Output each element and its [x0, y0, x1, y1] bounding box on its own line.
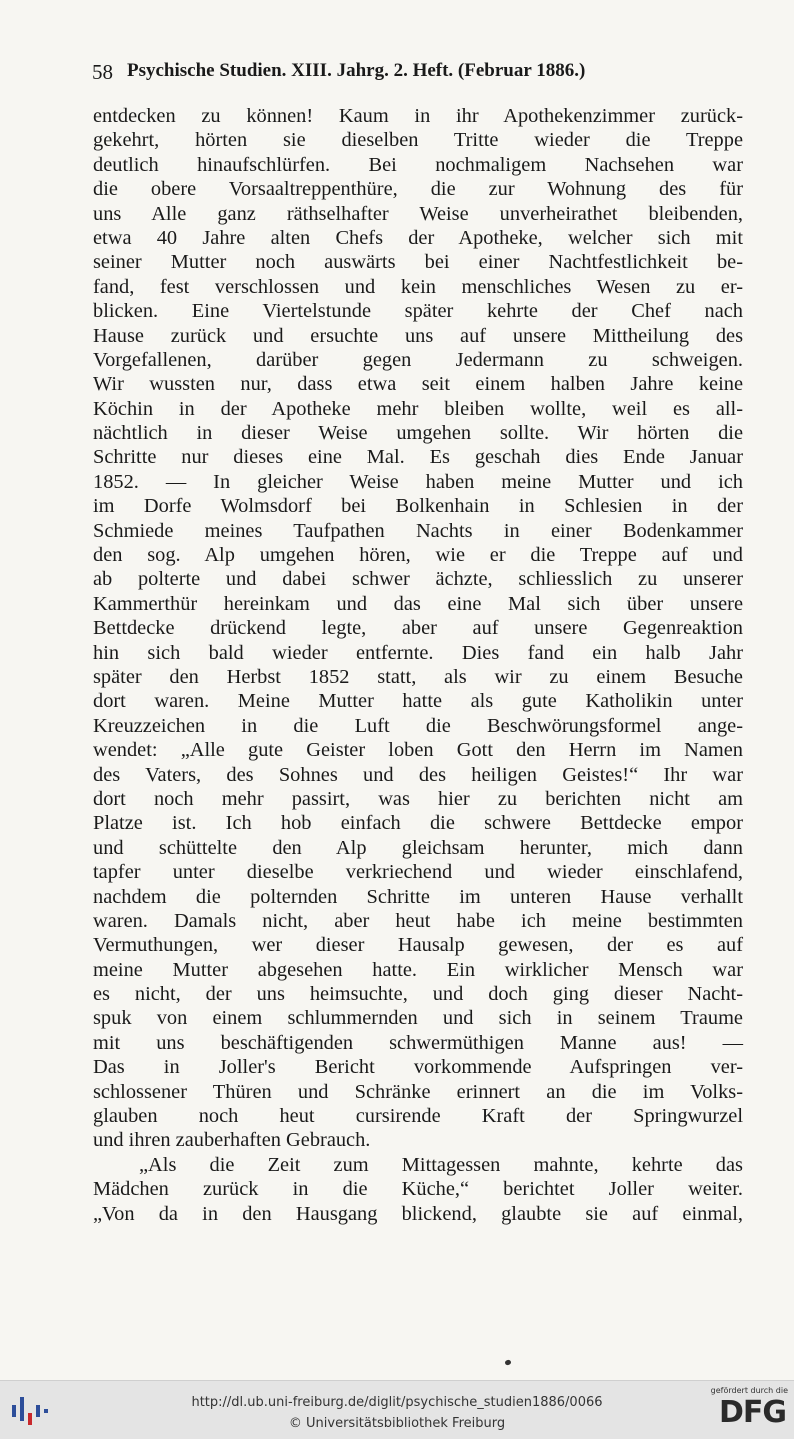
text-line: seiner Mutter noch auswärts bei einer Nachtfestlichkeit be- — [93, 251, 743, 274]
text-line: es nicht, der uns heimsuchte, und doch ging dieser Nacht- — [93, 983, 743, 1006]
text-line: später den Herbst 1852 statt, als wir zu einem Besuche — [93, 665, 743, 688]
text-line: und ihren zauberhaften Gebrauch. — [93, 1129, 371, 1152]
text-line: die obere Vorsaaltreppenthüre, die zur Wohnung des für — [93, 178, 743, 201]
text-line: Das in Joller's Bericht vorkommende Aufspringen ver- — [93, 1056, 743, 1079]
text-line: nächtlich in dieser Weise umgehen sollte. Wir hörten die — [93, 422, 743, 445]
ink-speck — [504, 1359, 511, 1366]
text-line: ab polterte und dabei schwer ächzte, schliesslich zu unserer — [93, 568, 743, 591]
text-line: im Dorfe Wolmsdorf bei Bolkenhain in Schlesien in der — [93, 495, 743, 518]
text-line: spuk von einem schlummernden und sich in seinem Traume — [93, 1007, 743, 1030]
permalink-url[interactable]: http://dl.ub.uni-freiburg.de/diglit/psychische_studien1886/0066 — [191, 1395, 603, 1410]
text-line: hin sich bald wieder entfernte. Dies fand ein halb Jahr — [93, 641, 743, 664]
text-line: meine Mutter abgesehen hatte. Ein wirklicher Mensch war — [93, 958, 743, 981]
page-number: 58 — [92, 60, 113, 84]
text-line: den sog. Alp umgehen hören, wie er die Treppe auf und — [93, 544, 743, 567]
copyright-notice: © Universitätsbibliothek Freiburg — [288, 1416, 506, 1431]
text-line: schlossener Thüren und Schränke erinnert an die im Volks- — [93, 1080, 743, 1103]
text-line: Schmiede meines Taufpathen Nachts in einer Bodenkammer — [93, 519, 743, 542]
text-line: deutlich hinaufschlürfen. Bei nochmaligem Nachsehen war — [93, 153, 743, 176]
text-line: „Von da in den Hausgang blickend, glaubte sie auf einmal, — [93, 1202, 743, 1225]
text-line: Köchin in der Apotheke mehr bleiben wollte, weil es all- — [93, 397, 743, 420]
sponsor-text: gefördert durch die — [710, 1386, 788, 1395]
text-line: wendet: „Alle gute Geister loben Gott den Herrn im Namen — [93, 739, 743, 762]
text-line: 1852. — In gleicher Weise haben meine Mutter und ich — [93, 470, 743, 493]
text-line: Platze ist. Ich hob einfach die schwere Bettdecke empor — [93, 812, 743, 835]
text-line: Kammerthür hereinkam und das eine Mal sich über unsere — [93, 592, 743, 615]
text-line: waren. Damals nicht, aber heut habe ich meine bestimmten — [93, 909, 743, 932]
text-line: „Als die Zeit zum Mittagessen mahnte, kehrte das — [139, 1153, 743, 1176]
text-line: Schritte nur dieses eine Mal. Es geschah dies Ende Januar — [93, 446, 743, 469]
text-line: uns Alle ganz räthselhafter Weise unverheirathet bleibenden, — [93, 202, 743, 225]
text-line: Bettdecke drückend legte, aber auf unsere Gegenreaktion — [93, 617, 743, 640]
text-line: dort noch mehr passirt, was hier zu berichten nicht am — [93, 787, 743, 810]
text-line: entdecken zu können! Kaum in ihr Apothekenzimmer zurück- — [93, 105, 743, 127]
text-line: dort waren. Meine Mutter hatte als gute Katholikin unter — [93, 690, 743, 713]
text-line: tapfer unter dieselbe verkriechend und wieder einschlafend, — [93, 861, 743, 884]
text-line: blicken. Eine Viertelstunde später kehrte der Chef nach — [93, 300, 743, 323]
running-header — [92, 60, 712, 90]
text-line: gekehrt, hörten sie dieselben Tritte wieder die Treppe — [93, 129, 743, 152]
text-line: mit uns beschäftigenden schwermüthigen Manne aus! — — [93, 1031, 743, 1054]
viewer-footer — [0, 1380, 794, 1439]
text-line: Wir wussten nur, dass etwa seit einem halben Jahre keine — [93, 373, 743, 396]
text-line: des Vaters, des Sohnes und des heiligen Geistes!“ Ihr war — [93, 763, 743, 786]
text-line: und schüttelte den Alp gleichsam herunter, mich dann — [93, 836, 743, 859]
text-line: nachdem die polternden Schritte im unteren Hause verhallt — [93, 885, 743, 908]
text-line: fand, fest verschlossen und kein menschliches Wesen zu er- — [93, 275, 743, 298]
body-text — [93, 104, 743, 1226]
text-line: Vorgefallenen, darüber gegen Jedermann zu schweigen. — [93, 348, 743, 371]
text-line: Hause zurück und ersuchte uns auf unsere Mittheilung des — [93, 324, 743, 347]
dfg-logo: DFG — [718, 1395, 786, 1430]
text-line: Vermuthungen, wer dieser Hausalp gewesen, der es auf — [93, 934, 743, 957]
running-title: Psychische Studien. XIII. Jahrg. 2. Heft. (Februar 1886.) — [127, 60, 586, 81]
text-line: glauben noch heut cursirende Kraft der Springwurzel — [93, 1105, 743, 1128]
text-line: Kreuzzeichen in die Luft die Beschwörungsformel ange- — [93, 714, 743, 737]
text-line: Mädchen zurück in die Küche,“ berichtet Joller weiter. — [93, 1178, 743, 1201]
text-line: etwa 40 Jahre alten Chefs der Apotheke, welcher sich mit — [93, 226, 743, 249]
